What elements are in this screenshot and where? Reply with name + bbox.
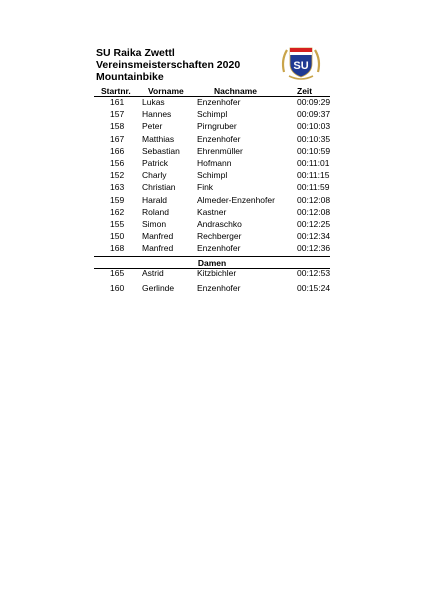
vorname-cell: Roland xyxy=(142,206,169,217)
nachname-cell: Ehrenmüller xyxy=(197,145,243,156)
nachname-cell: Hofmann xyxy=(197,158,232,168)
vorname-cell: Matthias xyxy=(142,133,175,144)
vorname-cell: Lukas xyxy=(142,97,165,107)
event-title: Vereinsmeisterschaften 2020 xyxy=(96,59,241,71)
vorname-cell: Charly xyxy=(142,170,167,181)
vorname-cell: Simon xyxy=(142,219,167,229)
nachname-cell: Enzenhofer xyxy=(197,133,241,144)
table-row xyxy=(0,134,424,146)
startnr-cell: 150 xyxy=(110,231,125,242)
zeit-cell: 00:10:03 xyxy=(297,121,331,132)
nachname-cell: Schimpl xyxy=(197,170,228,181)
col-nachname: Nachname xyxy=(214,86,257,96)
zeit-cell: 00:12:34 xyxy=(297,231,331,242)
startnr-cell: 156 xyxy=(110,158,125,168)
zeit-cell: 00:12:36 xyxy=(297,243,331,254)
vorname-cell: Astrid xyxy=(142,268,164,278)
nachname-cell: Enzenhofer xyxy=(197,97,241,107)
table-row xyxy=(0,97,424,109)
nachname-cell: Fink xyxy=(197,182,214,193)
nachname-cell: Pirngruber xyxy=(197,121,237,132)
table-row xyxy=(0,121,424,133)
nachname-cell: Andraschko xyxy=(197,219,242,229)
startnr-cell: 160 xyxy=(110,282,125,293)
table-row xyxy=(0,195,424,207)
vorname-cell: Gerlinde xyxy=(142,282,175,293)
startnr-cell: 161 xyxy=(110,97,125,107)
nachname-cell: Rechberger xyxy=(197,231,242,242)
table-row xyxy=(0,158,424,170)
table-row xyxy=(0,268,424,280)
startnr-cell: 155 xyxy=(110,219,125,229)
nachname-cell: Kastner xyxy=(197,206,227,217)
section-label-damen: Damen xyxy=(197,258,227,268)
zeit-cell: 00:10:59 xyxy=(297,145,331,156)
table-row xyxy=(0,207,424,219)
zeit-cell: 00:10:35 xyxy=(297,133,331,144)
vorname-cell: Sebastian xyxy=(142,145,180,156)
zeit-cell: 00:12:25 xyxy=(297,219,331,229)
table-row xyxy=(0,231,424,243)
nachname-cell: Kitzbichler xyxy=(197,268,237,278)
startnr-cell: 167 xyxy=(110,133,125,144)
vorname-cell: Peter xyxy=(142,121,163,132)
zeit-cell: 00:15:24 xyxy=(297,282,331,293)
startnr-cell: 152 xyxy=(110,170,125,181)
zeit-cell: 00:12:08 xyxy=(297,194,331,205)
col-zeit: Zeit xyxy=(297,86,313,96)
discipline-title: Mountainbike xyxy=(96,71,164,83)
vorname-cell: Hannes xyxy=(142,109,172,120)
table-row xyxy=(0,109,424,121)
vorname-cell: Manfred xyxy=(142,231,174,242)
nachname-cell: Enzenhofer xyxy=(197,282,241,293)
table-row xyxy=(0,283,424,295)
startnr-cell: 165 xyxy=(110,268,125,278)
col-vorname: Vorname xyxy=(148,86,184,96)
club-title: SU Raika Zwettl xyxy=(96,47,175,59)
zeit-cell: 00:12:08 xyxy=(297,206,331,217)
zeit-cell: 00:09:29 xyxy=(297,97,331,107)
nachname-cell: Almeder-Enzenhofer xyxy=(197,194,275,205)
startnr-cell: 159 xyxy=(110,194,125,205)
zeit-cell: 00:09:37 xyxy=(297,109,331,120)
startnr-cell: 166 xyxy=(110,145,125,156)
table-row xyxy=(0,219,424,231)
logo-text: SU xyxy=(293,60,309,72)
vorname-cell: Christian xyxy=(142,182,176,193)
startnr-cell: 158 xyxy=(110,121,125,132)
vorname-cell: Harald xyxy=(142,194,168,205)
club-logo-icon xyxy=(278,42,324,82)
zeit-cell: 00:12:53 xyxy=(297,268,331,278)
table-row xyxy=(0,170,424,182)
zeit-cell: 00:11:15 xyxy=(297,170,330,181)
zeit-cell: 00:11:01 xyxy=(297,158,330,168)
zeit-cell: 00:11:59 xyxy=(297,182,330,193)
vorname-cell: Patrick xyxy=(142,158,168,168)
table-row xyxy=(0,146,424,158)
vorname-cell: Manfred xyxy=(142,243,174,254)
startnr-cell: 168 xyxy=(110,243,125,254)
startnr-cell: 163 xyxy=(110,182,125,193)
startnr-cell: 157 xyxy=(110,109,125,120)
section-divider xyxy=(94,256,330,257)
table-row xyxy=(0,182,424,194)
nachname-cell: Schimpl xyxy=(197,109,228,120)
nachname-cell: Enzenhofer xyxy=(197,243,241,254)
startnr-cell: 162 xyxy=(110,206,125,217)
table-row xyxy=(0,243,424,255)
col-startnr: Startnr. xyxy=(101,86,131,96)
